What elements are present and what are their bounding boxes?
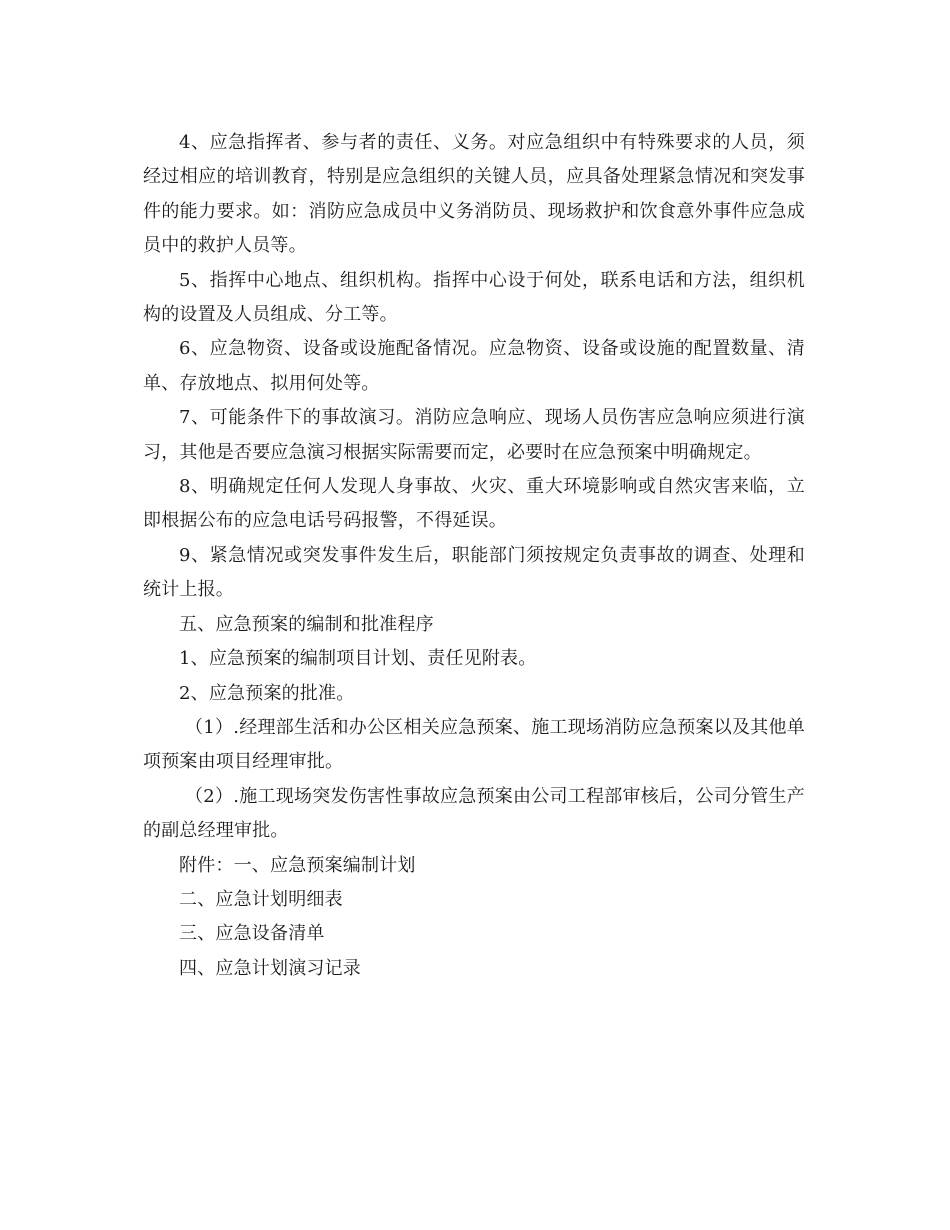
sub-item-2: （2）.施工现场突发伤害性事故应急预案由公司工程部审核后，公司分管生产的副总经理审批。 bbox=[143, 785, 805, 842]
paragraph-item-9: 9、紧急情况或突发事件发生后，职能部门须按规定负责事故的调查、处理和统计上报。 bbox=[143, 544, 805, 601]
attachment-line-4: 四、应急计划演习记录 bbox=[179, 957, 361, 979]
paragraph-item-5: 5、指挥中心地点、组织机构。指挥中心设于何处，联系电话和方法，组织机构的设置及人员组成、分工等。 bbox=[143, 269, 805, 326]
attachment-line-2: 二、应急计划明细表 bbox=[179, 888, 343, 910]
paragraph-item-8: 8、明确规定任何人发现人身事故、火灾、重大环境影响或自然灾害来临，立即根据公布的应急电话号码报警，不得延误。 bbox=[143, 476, 805, 532]
paragraph-item-7: 7、可能条件下的事故演习。消防应急响应、现场人员伤害应急响应须进行演习，其他是否要应急演习根据实际需要而定，必要时在应急预案中明确规定。 bbox=[143, 407, 805, 463]
paragraph-item-4: 4、应急指挥者、参与者的责任、义务。对应急组织中有特殊要求的人员，须经过相应的培训教育，特别是应急组织的关键人员，应具备处理紧急情况和突发事件的能力要求。如：消防应急成员中义务消防员、现场救护和饮食意外事件应急成员中的救护人员等。 bbox=[143, 132, 805, 257]
list-item-2: 2、应急预案的批准。 bbox=[179, 682, 355, 704]
attachment-line-1: 附件：一、应急预案编制计划 bbox=[179, 854, 416, 876]
paragraph-item-6: 6、应急物资、设备或设施配备情况。应急物资、设备或设施的配置数量、清单、存放地点、拟用何处等。 bbox=[143, 338, 805, 394]
list-item-1: 1、应急预案的编制项目计划、责任见附表。 bbox=[179, 648, 537, 670]
attachment-line-3: 三、应急设备清单 bbox=[179, 923, 325, 945]
sub-item-1: （1）.经理部生活和办公区相关应急预案、施工现场消防应急预案以及其他单项预案由项目经理审批。 bbox=[143, 716, 805, 773]
document-body bbox=[143, 126, 805, 986]
section-heading: 五、应急预案的编制和批准程序 bbox=[179, 613, 434, 635]
